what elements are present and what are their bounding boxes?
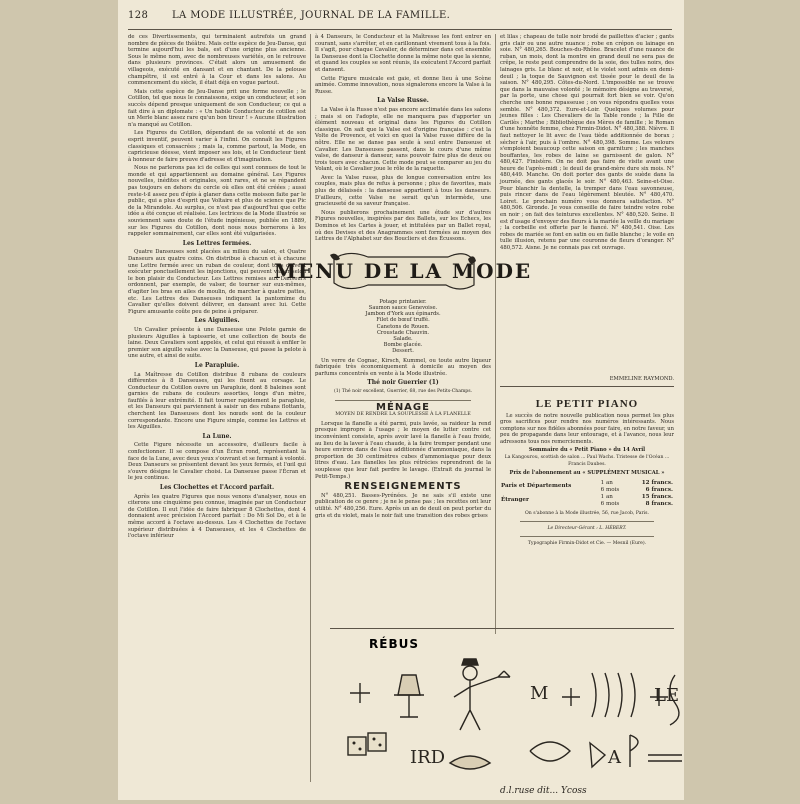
die-icon bbox=[368, 733, 386, 751]
menu-item: Saumon sauce Genevoise. bbox=[368, 305, 438, 312]
col1-paragraph: La Maîtresse du Cotillon distribue 8 rubans de couleurs différentes à 8 Danseuses, qui les fixent au corsage. Le Conducteur du Cotillon ouvre un Parapluie, dont 8 baleines sont garnies de rubans de couleurs assorties, longs d'un mètre, faufilés à leur extrémité. Il fait tourner rapidement le parapluie, et les Danseurs qui parviennent à saisir un des rubans flottants, cherchent les Danseuses dont les nœuds sont de la couleur correspondante. Encore une Figure simple, comme les Lettres et les Aiguilles. bbox=[128, 371, 306, 431]
the-footnote: (1) Thé noir excellent, Guerrier, 68, rue des Petits-Champs. bbox=[333, 389, 473, 395]
heading-lettres-fermees: Les Lettres fermées. bbox=[182, 239, 252, 247]
column-divider-1 bbox=[310, 34, 311, 782]
rebus-letters-le: LE bbox=[654, 685, 680, 706]
heading-aiguilles: Les Aiguilles. bbox=[194, 317, 240, 325]
price-row bbox=[500, 494, 674, 501]
top-hat-icon bbox=[462, 659, 478, 665]
menu-item: Jambon d'York aux épinards. bbox=[365, 311, 441, 318]
rebus-letter-a: A bbox=[608, 747, 621, 768]
section-rule bbox=[500, 386, 674, 387]
petit-piano-prix-title: Prix de l'abonnement au « SUPPLÉMENT MUSICAL » bbox=[509, 470, 665, 477]
menu-item: Canetons de Rouen. bbox=[376, 323, 430, 330]
fish-icon bbox=[450, 756, 490, 769]
divider bbox=[520, 536, 654, 537]
col1-paragraph: Un Cavalier présente à une Danseuse une Pelote garnie de plusieurs Aiguilles à tapisserie, et une collection de bouts de laine. Deux Cavaliers sont appelés, et celui qui réussit à enfiler le premier son aiguille valse avec la Danseuse, qui passe la pelote à une autre, et ainsi de suite. bbox=[128, 326, 306, 360]
menu-item: Dessert. bbox=[392, 348, 414, 355]
col1-paragraph: Nous ne parlerons pas ici de celles qui sont connues de tout le monde et qui appartiennent au domaine général. Les Figures nouvelles, inédites et originales, sont rares, et ne se répandent pas toujours en dehors du cercle où elles ont été créées ; aussi reste-t-il assez peu d'épis à glaner dans cette moisson faite par le public, qui a plus d'esprit que Voltaire et plus de science que Pic de la Mirandole. Au surplus, ce n'est pas d'aujourd'hui que cette idée a été conçue et réalisée. Les lectrices de la Mode illustrée se souviennent sans doute de l'étude ingénieuse, publiée en 1889, sur les Figures du Cotillon, dont nous nous bornerons à les rappeler sommairement, car elles sont été vulgarisées. bbox=[128, 165, 306, 238]
figures-row-icon bbox=[592, 673, 635, 717]
lamp-stand-icon bbox=[394, 695, 424, 717]
col2-paragraph: Cette Figure musicale est gaie, et donne lieu à une Scène animée. Comme innovation, nous signalerons encore la Valse à la Russe. bbox=[315, 75, 491, 95]
boat-icon bbox=[530, 742, 570, 761]
col1-paragraph: Quatre Danseuses sont placées au milieu du salon, et Quatre Danseurs aux quatre coins. On distribue à chacun et à chacune une Lettre fermée avec un ruban de couleur, dont tous doivent exécuter ponctuellement les injonctions, qui peuvent varier selon le bon plaisir du Conducteur. Les Lettres remises aux Danseurs ordonnent, par exemple, de valser, de tourner sur eux-mêmes, d'agiter les bras en ailes de moulin, de marcher à quatre pattes, etc. Les Lettres des Danseuses indiquent la pantomime du Cavalier qu'elles doivent délivrer, en dansant avec lui. Cette Figure amusante coûte peu de peine à préparer. bbox=[128, 249, 306, 315]
price-amount: 15 francs. bbox=[641, 493, 673, 500]
page-header bbox=[128, 10, 672, 26]
signature: EMMELINE RAYMOND. bbox=[609, 376, 674, 382]
rebus-rule bbox=[330, 628, 674, 629]
menu-item: Filet de bœuf truffé. bbox=[376, 317, 430, 324]
divider bbox=[335, 400, 471, 401]
col3-answers: et lilas ; chapeau de tulle noir brodé de paillettes d'acier ; gants gris clair ou une autre nuance ; robe en crépon ou lainage en soie. N° 480,265. Bouches-du-Rhône. Bracelet d'une nuance de ruban, un mois, dont la montre en grand deuil ne sera pas de crêpe, le reste peut comprendre de la soie, des tulles noirs, des lainages gris. Le blanc et noir, et le violet sont admis en demi-deuil ; la toque de Sauvignon est tissée pour le deuil de la saison. N° 480,295. Côtes-du-Nord. L'impossible ne se trouve que dans la mauvaise volonté ; le mémoire désigne au traversé, par la porte, une chose qui pourrait fort bien se voir. Qu'on cherche une bonne repasseuse ; on vous répondra quelles vous semble. N° 480,372. Eure-et-Loir. Quelques volumes pour jeunes filles : Les Chevaliers de la Table ronde ; la Fille de Carilès ; Marthe ; Bibliothèque des Mères de famille ; le Roman d'une honnête femme, chez Firmin-Didot. N° 480,388. Nièvre. Il faut nettoyer le lit avec de l'eau tiède additionnée de borax ; sécher à l'air, puis à l'ombre. N° 480,398. Somme. Les velours s'emploient beaucoup cette saison en garniture ; les manches bouffantes, les robes de laine se garnissent de galon. N° 480,427. Finistère. On ne doit pas faire de visite avant une heure de l'après-midi ; le deuil de grand-mère dure six mois. N° 480,449. Manche. On doit porter des gants de suède dans la journée, des gants glacés le soir. N° 480,463. Seine-et-Oise. Pour blanchir la dentelle, la tremper dans l'eau savonneuse, puis rincer dans de l'eau légèrement bleutée. N° 480,470. Loiret. Le prochain numéro vous donnera satisfaction. N° 480,506. Gironde. Je vous conseille de faire teindre votre robe en noir ; on fait des teintures excellentes. N° 480,520. Seine. Il est d'usage d'envoyer des fleurs à la mariée la veille du mariage ; la corbeille est offerte par le fiancé. N° 480,541. Oise. Les robes de mariée se font en satin ou en faille blanche ; le voile en tulle illusion, retenu par une couronne de fleurs d'oranger. N° 480,572. Aisne. Je ne connais pas cet ouvrage. bbox=[500, 34, 674, 251]
menu-item: Salade. bbox=[393, 336, 413, 343]
price-duration: 1 an bbox=[600, 493, 613, 500]
rebus-title: RÉBUS bbox=[369, 637, 419, 651]
menage-text: Lorsque la flanelle a été parmi, puis lavée, sa raideur la rend presque impropre à l'usage ; le moyen de lutter contre cet inconvénient consiste, après avoir lavé la flanelle à l'eau froide, au lieu de la laver à l'eau chaude, à la faire tremper pendant une heure environ dans de l'eau additionnée d'ammoniaque, dans la proportion de 30 centimètres cubes d'ammoniaque pour deux litres d'eau. Les flanelles les plus rétrécies reprendront de la souplesse que leur fait perdre le lavage. (Extrait du journal le Petit-Temps.) bbox=[315, 420, 491, 480]
price-duration: 6 mois bbox=[600, 486, 620, 493]
column-3 bbox=[500, 34, 674, 372]
price-amount: 12 francs. bbox=[641, 479, 673, 486]
imprimerie: Typographie Firmin-Didot et Cie. — Mesnil (Eure). bbox=[527, 541, 647, 547]
man-body-icon bbox=[454, 677, 498, 730]
price-duration: 6 mois bbox=[600, 500, 620, 507]
prices-table bbox=[500, 480, 674, 508]
man-head-icon bbox=[463, 666, 477, 680]
plus-sign-icon bbox=[562, 688, 580, 706]
petit-piano-intro: Le succès de notre nouvelle publication nous permet les plus gros sacrifices pour rendre nos numéros intéressants. Nous comptons sur nos fidèles abonnées pour faire, en notre faveur, un peu de propagande dans leur entourage, et à l'avance, nous leur adressons tous nos remerciements. bbox=[500, 413, 674, 445]
rebus-caption: d.l.ruse dit... Ycoss bbox=[500, 786, 587, 796]
journal-title: LA MODE ILLUSTRÉE, JOURNAL DE LA FAMILLE. bbox=[172, 10, 451, 21]
petit-piano-section bbox=[500, 398, 674, 550]
rebus-letters-ird: IRD bbox=[410, 747, 446, 768]
price-region: Étranger bbox=[501, 497, 529, 504]
petit-piano-sommaire: Sommaire du « Petit Piano » du 14 Avril bbox=[528, 447, 646, 454]
menage-title: MÉNAGE bbox=[376, 401, 430, 413]
directeur-gerant: Le Directeur-Gérant : L. HÉBERT. bbox=[547, 526, 627, 532]
heading-lune: La Lune. bbox=[202, 432, 232, 440]
rebus-illustration bbox=[330, 655, 690, 800]
heading-clochettes: Les Clochettes et l'Accord parfait. bbox=[159, 484, 275, 491]
col1-paragraph: Les Figures du Cotillon, dépendant de sa volonté et de son esprit inventif, peuvent varier à l'infini. On connaît les Figures classiques et consacrées ; mais la, comme partout, la Mode, en capricieuse déesse, vient imposer ses lois, et le Conducteur tient à honneur de faire preuve d'adresse et d'imagination. bbox=[128, 130, 306, 163]
menage-subtitle: MOYEN DE RENDRE LA SOUPLESSE À LA FLANELLE bbox=[335, 412, 471, 418]
price-amount: 8 francs. bbox=[645, 500, 673, 507]
col1-paragraph: Cette Figure nécessite un accessoire, d'ailleurs facile à confectionner. Il se compose d'un Écran rond, représentant la face de la Lune, avec deux yeux s'ouvrant et se fermant à volonté. Deux Danseurs se présentent devant les yeux fermés, et l'œil qui s'ouvre désigne le Cavalier choisi. La Danseuse passe l'Écran et le jeu continue. bbox=[128, 442, 306, 482]
col2-paragraph: La Valse à la Russe n'est pas encore acclimatée dans les salons ; mais si on l'adopte, elle ne manquera pas d'apporter un élément nouveau et original dans les Figures du Cotillon classique. On sait que la Valse est d'origine française : c'est la Volte de Provence, et voici en quoi la Valse russe diffère de la nôtre. Elle ne se danse pas seule à seul entre Danseuse et Cavalier. Les Danseuses passent, dans le cours d'une même valse, de danseur à danseur, sans pouvoir faire plus de deux ou trois tours avec chacun. Cette mode peut se comparer au jeu du Volant, où le Cavalier joue le rôle de la raquette. bbox=[315, 106, 491, 173]
heading-valse-russe: La Valse Russe. bbox=[377, 97, 429, 105]
menu-item: Potage printanier. bbox=[379, 298, 427, 305]
col1-paragraph: Après les quatre Figures que nous venons d'analyser, nous en citerons une cinquième peu connue, imaginée par un Conducteur de Cotillon. Il eut l'idée de faire fabriquer 8 Clochettes, dont 4 donnaient avec précision l'Accord parfait : Do Mi Sol Do, et à le même accord à l'octave au-dessus. Les 4 Clochettes de l'octave supérieur distribuées à 4 Danseuses, et les 4 Clochettes de l'octave inférieur bbox=[128, 493, 306, 540]
col1-paragraph: Mais cette espèce de Jeu-Danse prit une forme nouvelle ; le Cotillon, tel que nous le connaissons, exige un conducteur, et son succès dépend presque uniquement de son Conducteur, ce qui a fait dire à un diplomate : « Un habile Conducteur de cotillon est un Merle blanc assez rare qu'un bon tireur ! » Aucune illustration n'a manqué au Cotillon. bbox=[128, 88, 306, 128]
triangle-icon bbox=[590, 743, 605, 767]
heading-the-noir: Thé noir Guerrier (1) bbox=[367, 379, 439, 387]
menu-item: Bombe glacée. bbox=[383, 342, 423, 349]
rebus-letter-m: M bbox=[530, 683, 549, 704]
header-rule bbox=[128, 29, 672, 30]
price-duration: 1 an bbox=[600, 479, 613, 486]
menu-item: Croustade Chauvin. bbox=[376, 329, 430, 336]
renseignements-text: N° 480,251. Basses-Pyrénées. Je ne sais s'il existe une publication de ce genre ; je ne le pense pas ; les recettes ont leur utilité. N° 480,256. Eure. Après un an de deuil on peut porter du gris et du violet, mais le noir fait une transition des robes grises bbox=[315, 492, 491, 519]
col2-paragraph: Nous publierons prochainement une étude sur d'autres Figures nouvelles, inspirées par des Ballets, sur les Echecs, les Dominos et les Cartes à jouer, et intitulées par un Ballet royal, où des Devises et des Anagrammes sont formées au moyen des Lettres de l'Alphabet sur des Boucliers et des Écussons. bbox=[315, 209, 491, 243]
lampshade-icon bbox=[398, 675, 420, 695]
staff-lines-icon bbox=[648, 755, 682, 761]
page-number: 128 bbox=[128, 10, 149, 21]
divider bbox=[520, 521, 654, 522]
hand-bell-icon bbox=[498, 671, 510, 677]
col2-paragraph: à 4 Danseurs, le Conducteur et la Maîtresse les font entrer en courant, sans s'arrêter, et en carillonnant vivement tous à la fois. Il s'agit, pour chaque Cavalier, de déterminer dans cet ensemble la Danseuse dont la Clochette donne la même note que la sienne, et quand les couples se sont réunis, ils exécutent l'Accord parfait et dansent. bbox=[315, 34, 491, 73]
plus-sign-icon bbox=[350, 683, 370, 703]
treble-clef-icon bbox=[630, 735, 638, 767]
banner-title: MENU DE LA MODE bbox=[273, 258, 533, 283]
column-divider-2 bbox=[495, 34, 496, 634]
rebus-drawing bbox=[330, 655, 690, 800]
renseignements-title: RENSEIGNEMENTS bbox=[344, 481, 462, 493]
heading-parapluie: Le Parapluie. bbox=[194, 361, 240, 369]
menu-list bbox=[315, 299, 491, 355]
petit-piano-abonne: On s'abonne à la Mode illustrée, 56, rue Jacob, Paris. bbox=[525, 510, 649, 516]
price-amount: 6 francs. bbox=[645, 486, 673, 493]
menu-liqueur-note: Un verre de Cognac, Kirsch, Kummel, ou toute autre liqueur fabriquée très économiquement à domicile au moyen des parfums concentrés en vente à la Mode illustrée. bbox=[315, 357, 491, 377]
petit-piano-pieces: La Kangourou, scottish de salon ... Paul Wachs. Tristesse de l'Océan ... Francis Daubes. bbox=[504, 455, 670, 467]
price-region: Paris et Départements bbox=[501, 483, 572, 490]
menu-banner bbox=[273, 245, 533, 297]
col1-intro: de ces Divertissements, qui terminaient autrefois un grand nombre de pièces de théâtre. Mais cette espèce de Jeu-Danse, qui termine aujourd'hui les bals, est d'une origine plus ancienne. Sous le même nom, avec de nombreuses variétés, on le retrouve dans plusieurs provinces. C'était alors un amusement de villageois, exécuté en dansant et en chantant. De la pelouse champêtre, il est entré à la Cour et dans les salons. Au commencement du siècle, il était déjà en vogue partout. bbox=[128, 34, 306, 87]
die-icon bbox=[348, 737, 366, 755]
col2-paragraph: Avec la Valse russe, plus de longue conversation entre les couples, mais plus de refus à personne ; plus de favorites, mais plus de délaissés : la danseuse appartient à tous les danseurs. D'ailleurs, cette Valse ne serait qu'un intermède, une gracieuseté de sa saveur française. bbox=[315, 174, 491, 208]
price-row bbox=[500, 480, 674, 487]
petit-piano-title: LE PETIT PIANO bbox=[535, 398, 639, 410]
column-1 bbox=[128, 34, 306, 782]
